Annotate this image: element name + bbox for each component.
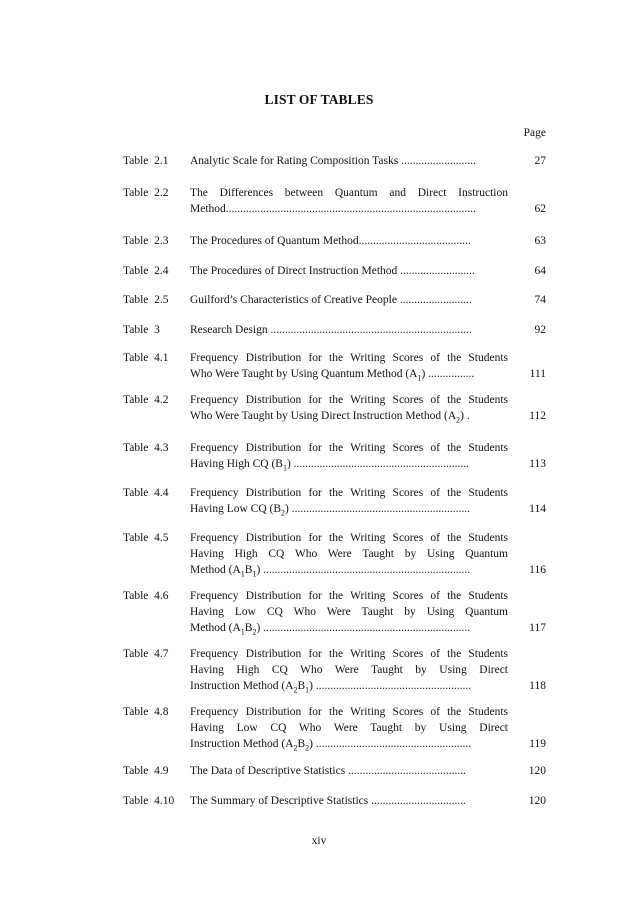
table-entry-title-line: The Differences between Quantum and Direct Instruction (190, 187, 508, 199)
table-entry-title-line: The Procedures of Quantum Method....................................... (190, 235, 471, 247)
table-entry-title-line: Method....................................................................................... (190, 203, 476, 215)
table-entry-page: 114 (529, 503, 546, 515)
table-entry-title (190, 440, 508, 472)
table-entry-title-line: Method $(A_1B_2)$ ........................................................................ (190, 622, 471, 636)
footer-page-number: xiv (311, 835, 327, 847)
table-entry-label: Table 4.2 (123, 394, 169, 406)
table-entry-label: Table 2.5 (123, 294, 169, 306)
table-entry-title-line: Frequency Distribution for the Writing Scores of the Students (190, 706, 508, 718)
table-entry-title (190, 530, 508, 578)
table-entry-page: 116 (529, 564, 546, 576)
table-entry-label: Table 2.3 (123, 235, 169, 247)
page-title: LIST OF TABLES (264, 92, 374, 107)
table-entry-label: Table 4.3 (123, 442, 169, 454)
table-entry-title (190, 793, 508, 809)
page-column-heading: Page (523, 127, 546, 139)
table-entry-title-line: Instruction Method $(A_2B_1)$ ...................................................... (190, 680, 472, 694)
table-entry-title-line: Frequency Distribution for the Writing Scores of the Students (190, 590, 508, 602)
table-entry-title (190, 185, 508, 217)
table-entry-label: Table 2.2 (123, 187, 169, 199)
table-entry-title-line: Having Low CQ Who Were Taught by Using Quantum (190, 606, 508, 618)
table-entry-title-line: Research Design ...................................................................... (190, 324, 472, 336)
table-entry-title-line: Guilford’s Characteristics of Creative People ......................... (190, 294, 472, 306)
table-entry-title (190, 322, 508, 338)
table-entry-title-line: Frequency Distribution for the Writing Scores of the Students (190, 394, 508, 406)
table-entry-title (190, 763, 508, 779)
table-entry-page: 119 (529, 738, 546, 750)
table-entry-title (190, 153, 508, 169)
table-entry-label: Table 4.8 (123, 706, 169, 718)
table-entry-title (190, 588, 508, 636)
table-entry-title-line: Analytic Scale for Rating Composition Tasks .......................... (190, 155, 476, 167)
table-entry-title (190, 485, 508, 517)
table-entry-page: 113 (529, 458, 546, 470)
table-entry-title-line: Frequency Distribution for the Writing Scores of the Students (190, 648, 508, 660)
table-entry-label: Table 2.4 (123, 265, 169, 277)
table-entry-page: 63 (534, 235, 546, 247)
table-entry-title-line: Having Low CQ Who Were Taught by Using Direct (190, 722, 508, 734)
table-entry-title (190, 704, 508, 752)
table-entry-page: 112 (529, 410, 546, 422)
table-entry-label: Table 4.10 (123, 795, 175, 807)
table-entry-title (190, 233, 508, 249)
table-entry-page: 27 (534, 155, 546, 167)
table-entry-page: 118 (529, 680, 546, 692)
table-entry-label: Table 3 (123, 324, 160, 336)
table-entry-title-line: Having High CQ $(B_1)$ ............................................................. (190, 458, 470, 472)
table-entry-page: 74 (534, 294, 546, 306)
table-entry-title-line: The Data of Descriptive Statistics ......................................... (190, 765, 466, 777)
table-entry-label: Table 4.6 (123, 590, 169, 602)
table-entry-title-line: Who Were Taught by Using Direct Instruction Method $(A_2)$ . (190, 410, 470, 424)
table-entry-title-line: Having High CQ Who Were Taught by Using Direct (190, 664, 508, 676)
table-entry-page: 117 (529, 622, 546, 634)
table-entry-page: 120 (528, 795, 546, 807)
table-entry-title-line: Having High CQ Who Were Taught by Using Quantum (190, 548, 508, 560)
table-entry-title (190, 350, 508, 382)
table-entry-title-line: Having Low CQ $(B_2)$ .............................................................. (190, 503, 471, 517)
table-entry-page: 62 (534, 203, 546, 215)
table-entry-title (190, 392, 508, 424)
table-entry-title-line: The Procedures of Direct Instruction Method .......................... (190, 265, 475, 277)
table-entry-title (190, 646, 508, 694)
table-entry-title-line: Frequency Distribution for the Writing Scores of the Students (190, 352, 508, 364)
table-entry-label: Table 4.7 (123, 648, 169, 660)
table-entry-title-line: Frequency Distribution for the Writing Scores of the Students (190, 487, 508, 499)
table-entry-title-line: Frequency Distribution for the Writing Scores of the Students (190, 442, 508, 454)
table-entry-page: 120 (528, 765, 546, 777)
table-entry-title-line: Instruction Method $(A_2B_2)$ ...................................................... (190, 738, 472, 752)
table-entry-label: Table 4.9 (123, 765, 169, 777)
table-entry-title-line: The Summary of Descriptive Statistics ................................. (190, 795, 466, 807)
table-entry-page: 92 (534, 324, 546, 336)
table-entry-label: Table 4.5 (123, 532, 169, 544)
table-entry-title (190, 263, 508, 279)
table-entry-title-line: Who Were Taught by Using Quantum Method $(A_1)$ ................ (190, 368, 475, 382)
table-entry-label: Table 4.1 (123, 352, 169, 364)
table-entry-page: 111 (529, 368, 546, 380)
table-entry-label: Table 2.1 (123, 155, 169, 167)
table-entry-title-line: Method $(A_1B_1)$ ........................................................................ (190, 564, 471, 578)
table-entry-label: Table 4.4 (123, 487, 169, 499)
table-entry-page: 64 (534, 265, 546, 277)
table-entry-title (190, 292, 508, 308)
table-entry-title-line: Frequency Distribution for the Writing Scores of the Students (190, 532, 508, 544)
